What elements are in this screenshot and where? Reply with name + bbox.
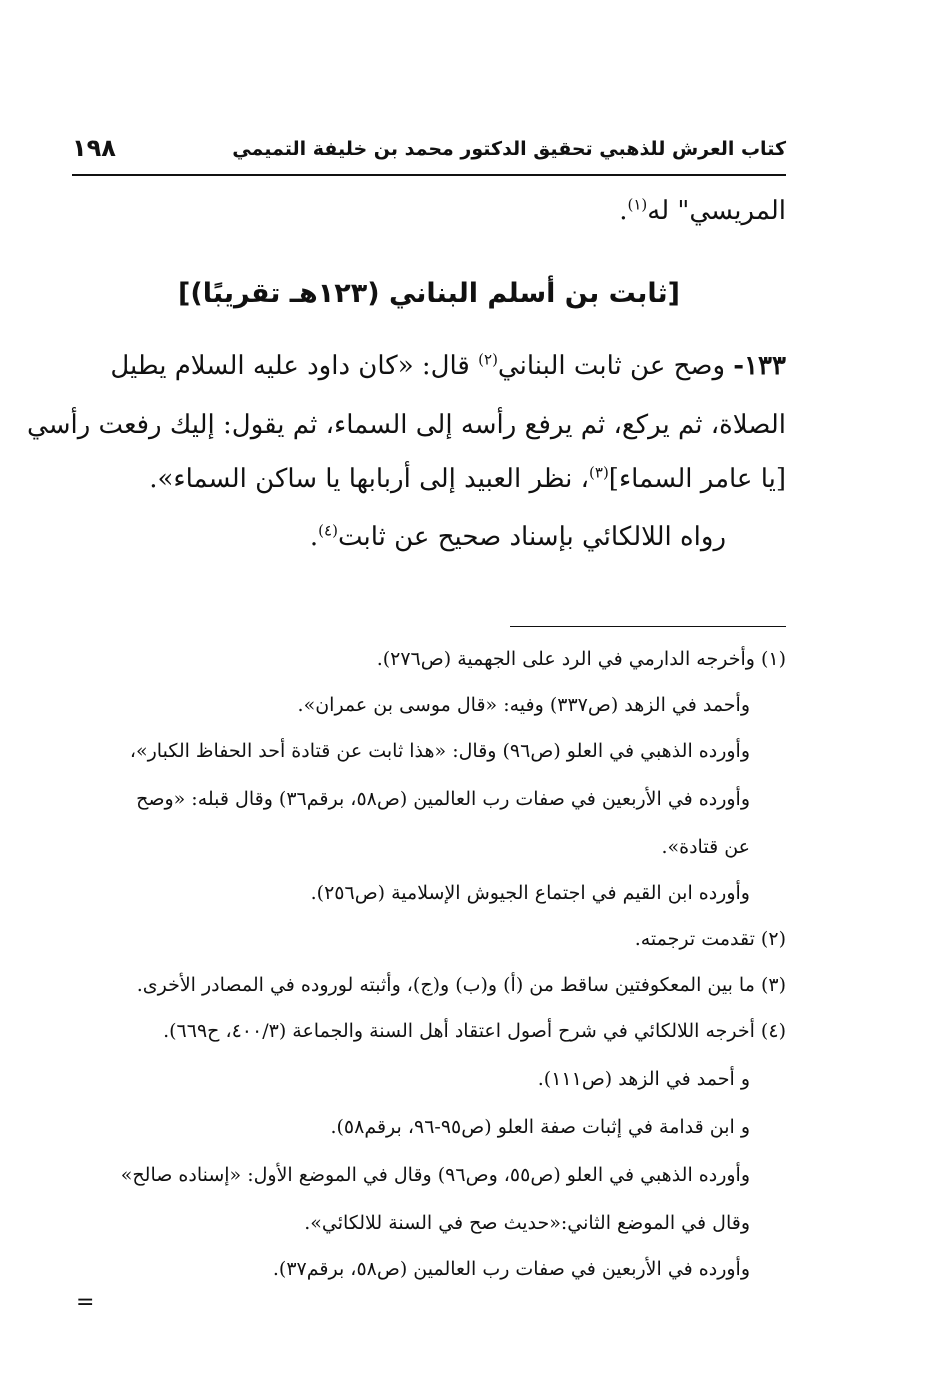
narration-end: . [309, 522, 319, 552]
footnote-ref-1: (١) [627, 195, 648, 214]
footnote-3: (٣) ما بين المعكوفتين ساقط من (أ) و(ب) و(ج)، وأثبته لوروده في المصادر الأخرى. [136, 974, 786, 996]
continuation-line [72, 196, 786, 227]
footnote-4-line-1: (٤) أخرجه اللالكائي في شرح أصول اعتقاد أهل السنة والجماعة (٤٠٠/٣، ح٦٦٩). [163, 1020, 786, 1042]
footnote-ref-4: (٤) [318, 521, 338, 540]
footnote-4-line-3: و ابن قدامة في إثبات صفة العلو (ص٩٥-٩٦، برقم٥٨). [330, 1116, 750, 1138]
footnote-1-line-6: وأورده ابن القيم في اجتماع الجيوش الإسلامية (ص٢٥٦). [310, 882, 750, 904]
entry-line-2: الصلاة، ثم يركع، ثم يرفع رأسه إلى السماء، ثم يقول: إليك رفعت رأسي [27, 410, 786, 440]
page-header [72, 134, 786, 174]
footnote-1-line-4: وأورده في الأربعين في صفات رب العالمين (ص٥٨، برقم٣٦) وقال قبله: «وصح [136, 788, 750, 810]
entry-line-1-a: وصح عن ثابت البناني [497, 351, 734, 381]
footnote-4-line-4: وأورده الذهبي في العلو (ص٥٥، وص٩٦) وقال في الموضع الأول: «إسناده صالح» [120, 1164, 750, 1186]
entry-line-1 [72, 351, 786, 382]
footnote-1-line-5: عن قتادة». [661, 836, 750, 858]
section-heading: [ثابت بن أسلم البناني (١٢٣هـ تقريبًا)] [178, 278, 680, 309]
continuation-text: المريسي" له [647, 196, 786, 226]
footnote-4-line-5: وقال في الموضع الثاني:«حديث صح في السنة للالكائي». [304, 1212, 750, 1234]
footnote-ref-2: (٢) [478, 350, 498, 369]
entry-line-3-b: ، نظر العبيد إلى أربابها يا ساكن السماء». [149, 464, 590, 494]
entry-line-3-a: [يا عامر السماء] [608, 464, 786, 494]
footnote-ref-3: (٣) [589, 463, 609, 482]
narration-line [72, 522, 786, 553]
footnote-1-line-2: وأحمد في الزهد (ص٣٣٧) وفيه: «قال موسى بن عمران». [297, 694, 750, 716]
page-number: ١٩٨ [72, 134, 116, 162]
entry-number: ١٣٣- [733, 351, 786, 381]
footnote-4-line-2: و أحمد في الزهد (ص١١١). [537, 1068, 750, 1090]
continuation-mark: = [76, 1290, 95, 1315]
footnote-1-line-3: وأورده الذهبي في العلو (ص٩٦) وقال: «هذا ثابت عن قتادة أحد الحفاظ الكبار»، [129, 740, 750, 762]
footnote-2: (٢) تقدمت ترجمته. [634, 928, 786, 950]
book-title: كتاب العرش للذهبي تحقيق الدكتور محمد بن خليفة التميمي [232, 138, 786, 160]
header-divider [72, 174, 786, 176]
footnote-4-line-6: وأورده في الأربعين في صفات رب العالمين (ص٥٨، برقم٣٧). [272, 1258, 750, 1280]
narration-text: رواه اللالكائي بإسناد صحيح عن ثابت [337, 522, 726, 552]
footnote-divider [510, 626, 786, 627]
continuation-end: . [619, 196, 628, 226]
footnote-1-line-1: (١) وأخرجه الدارمي في الرد على الجهمية (ص٢٧٦). [376, 648, 786, 670]
entry-line-1-b: قال: «كان داود عليه السلام يطيل [110, 351, 479, 381]
entry-line-3 [72, 464, 786, 495]
